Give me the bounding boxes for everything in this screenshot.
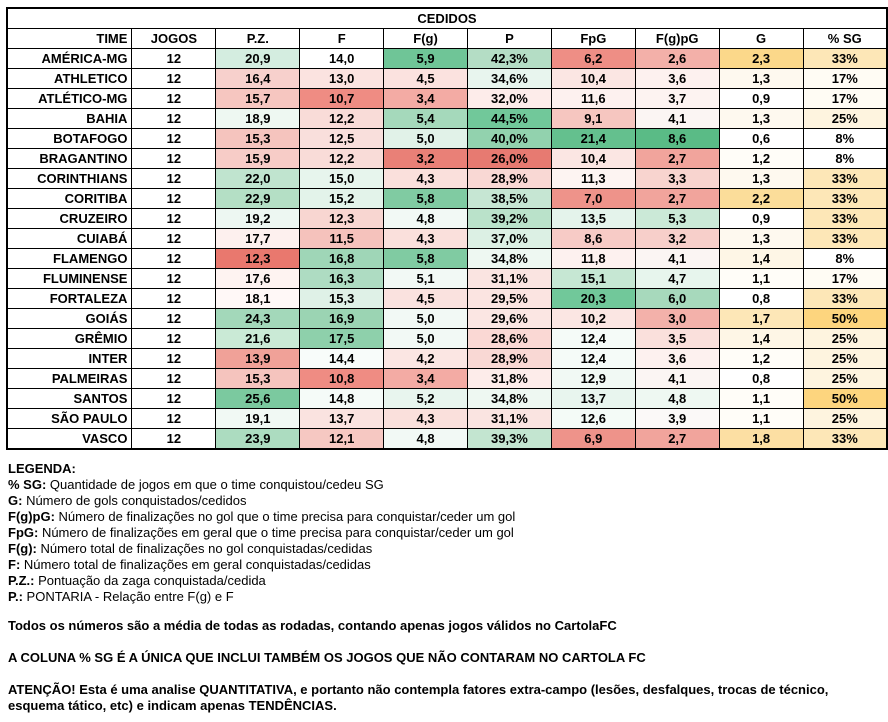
stat-cell: 25%	[803, 369, 887, 389]
stat-cell: 17,7	[216, 229, 300, 249]
stat-cell: 19,2	[216, 209, 300, 229]
legend-item	[8, 557, 884, 573]
legend-text: Número de finalizações em geral que o time precisa para conquistar/ceder um gol	[38, 525, 514, 540]
legend-key: G:	[8, 493, 23, 508]
stat-cell: 14,0	[300, 49, 384, 69]
stat-cell: 12	[132, 269, 216, 289]
stat-cell: 29,5%	[467, 289, 551, 309]
stat-cell: 3,0	[635, 309, 719, 329]
stat-cell: 1,3	[719, 229, 803, 249]
stat-cell: 1,1	[719, 409, 803, 429]
stat-cell: 33%	[803, 49, 887, 69]
stat-cell: 10,8	[300, 369, 384, 389]
stat-cell: 12,2	[300, 109, 384, 129]
stat-cell: 4,5	[384, 69, 468, 89]
stat-cell: 13,7	[551, 389, 635, 409]
table-row	[7, 69, 887, 89]
team-name-cell: PALMEIRAS	[7, 369, 132, 389]
stat-cell: 34,6%	[467, 69, 551, 89]
stat-cell: 5,3	[635, 209, 719, 229]
stat-cell: 5,0	[384, 129, 468, 149]
stat-cell: 42,3%	[467, 49, 551, 69]
team-name-cell: ATHLETICO	[7, 69, 132, 89]
legend-item	[8, 477, 884, 493]
stat-cell: 50%	[803, 389, 887, 409]
stat-cell: 3,5	[635, 329, 719, 349]
stat-cell: 11,8	[551, 249, 635, 269]
stat-cell: 1,1	[719, 269, 803, 289]
table-row	[7, 169, 887, 189]
team-name-cell: BRAGANTINO	[7, 149, 132, 169]
table-row	[7, 49, 887, 69]
column-header: % SG	[803, 29, 887, 49]
stat-cell: 10,7	[300, 89, 384, 109]
stat-cell: 8,6	[551, 229, 635, 249]
stat-cell: 33%	[803, 189, 887, 209]
legend-item	[8, 573, 884, 589]
stat-cell: 4,1	[635, 369, 719, 389]
stat-cell: 4,3	[384, 229, 468, 249]
column-header: FpG	[551, 29, 635, 49]
stat-cell: 12	[132, 109, 216, 129]
stat-cell: 5,8	[384, 249, 468, 269]
stat-cell: 15,1	[551, 269, 635, 289]
legend-item	[8, 525, 884, 541]
stat-cell: 1,3	[719, 109, 803, 129]
team-name-cell: ATLÉTICO-MG	[7, 89, 132, 109]
stat-cell: 16,9	[300, 309, 384, 329]
stat-cell: 23,9	[216, 429, 300, 450]
stat-cell: 13,9	[216, 349, 300, 369]
legend-key: F:	[8, 557, 21, 572]
header-row	[7, 29, 887, 49]
legend-key: % SG:	[8, 477, 47, 492]
team-name-cell: GOIÁS	[7, 309, 132, 329]
stat-cell: 8,6	[635, 129, 719, 149]
table-row	[7, 229, 887, 249]
table-row	[7, 429, 887, 450]
stat-cell: 3,6	[635, 69, 719, 89]
stat-cell: 25,6	[216, 389, 300, 409]
stat-cell: 1,2	[719, 349, 803, 369]
table-body	[7, 49, 887, 450]
stat-cell: 4,8	[384, 209, 468, 229]
stat-cell: 11,3	[551, 169, 635, 189]
legend-text: Pontuação da zaga conquistada/cedida	[34, 573, 266, 588]
table-row	[7, 389, 887, 409]
legend-item	[8, 493, 884, 509]
stat-cell: 17%	[803, 69, 887, 89]
legend-key: F(g):	[8, 541, 37, 556]
stat-cell: 0,9	[719, 89, 803, 109]
legend-text: Número de finalizações no gol que o time precisa para conquistar/ceder um gol	[54, 509, 516, 524]
column-header: P	[467, 29, 551, 49]
legend-text: Número total de finalizações no gol conquistadas/cedidas	[36, 541, 373, 556]
stat-cell: 33%	[803, 429, 887, 450]
stat-cell: 2,7	[635, 429, 719, 450]
stat-cell: 25%	[803, 329, 887, 349]
stat-cell: 3,6	[635, 349, 719, 369]
stat-cell: 12,1	[300, 429, 384, 450]
legend-text: PONTARIA - Relação entre F(g) e F	[22, 589, 234, 604]
stat-cell: 1,8	[719, 429, 803, 450]
stat-cell: 1,7	[719, 309, 803, 329]
column-header: F(g)pG	[635, 29, 719, 49]
note-sg-column: A COLUNA % SG É A ÚNICA QUE INCLUI TAMBÉM OS JOGOS QUE NÃO CONTARAM NO CARTOLA FC	[8, 650, 646, 665]
legend-text: Quantidade de jogos em que o time conquistou/cedeu SG	[46, 477, 384, 492]
stat-cell: 17,5	[300, 329, 384, 349]
stat-cell: 16,4	[216, 69, 300, 89]
stat-cell: 15,2	[300, 189, 384, 209]
stat-cell: 19,1	[216, 409, 300, 429]
stat-cell: 11,6	[551, 89, 635, 109]
stat-cell: 24,3	[216, 309, 300, 329]
stat-cell: 18,9	[216, 109, 300, 129]
table-row	[7, 89, 887, 109]
column-header: P.Z.	[216, 29, 300, 49]
table-row	[7, 109, 887, 129]
team-name-cell: CORINTHIANS	[7, 169, 132, 189]
stat-cell: 2,3	[719, 49, 803, 69]
stat-cell: 21,6	[216, 329, 300, 349]
stat-cell: 3,2	[635, 229, 719, 249]
stat-cell: 4,3	[384, 409, 468, 429]
legend-text: Número total de finalizações em geral conquistadas/cedidas	[20, 557, 371, 572]
stat-cell: 14,4	[300, 349, 384, 369]
stat-cell: 12	[132, 209, 216, 229]
stat-cell: 5,8	[384, 189, 468, 209]
column-header: F	[300, 29, 384, 49]
stat-cell: 12	[132, 329, 216, 349]
stat-cell: 33%	[803, 209, 887, 229]
team-name-cell: CRUZEIRO	[7, 209, 132, 229]
stat-cell: 31,8%	[467, 369, 551, 389]
stat-cell: 8%	[803, 149, 887, 169]
stat-cell: 25%	[803, 409, 887, 429]
stat-cell: 38,5%	[467, 189, 551, 209]
stat-cell: 1,3	[719, 169, 803, 189]
table-row	[7, 209, 887, 229]
table-row	[7, 189, 887, 209]
stat-cell: 1,3	[719, 69, 803, 89]
stat-cell: 33%	[803, 289, 887, 309]
stat-cell: 3,3	[635, 169, 719, 189]
stat-cell: 40,0%	[467, 129, 551, 149]
stat-cell: 4,3	[384, 169, 468, 189]
table-row	[7, 129, 887, 149]
table-row	[7, 269, 887, 289]
legend-item	[8, 541, 884, 557]
stat-cell: 1,1	[719, 389, 803, 409]
team-name-cell: GRÊMIO	[7, 329, 132, 349]
team-name-cell: BAHIA	[7, 109, 132, 129]
stat-cell: 8%	[803, 129, 887, 149]
table-row	[7, 329, 887, 349]
stat-cell: 2,6	[635, 49, 719, 69]
stat-cell: 1,4	[719, 329, 803, 349]
stat-cell: 1,4	[719, 249, 803, 269]
stat-cell: 4,8	[635, 389, 719, 409]
stat-cell: 17%	[803, 89, 887, 109]
stat-cell: 28,9%	[467, 169, 551, 189]
stat-cell: 18,1	[216, 289, 300, 309]
stat-cell: 4,5	[384, 289, 468, 309]
stat-cell: 25%	[803, 109, 887, 129]
stat-cell: 3,4	[384, 89, 468, 109]
stat-cell: 4,1	[635, 249, 719, 269]
stat-cell: 2,7	[635, 149, 719, 169]
legend	[8, 461, 884, 714]
cedidos-table	[6, 7, 888, 450]
team-name-cell: CORITIBA	[7, 189, 132, 209]
stat-cell: 0,6	[719, 129, 803, 149]
stat-cell: 13,5	[551, 209, 635, 229]
stat-cell: 44,5%	[467, 109, 551, 129]
stat-cell: 4,8	[384, 429, 468, 450]
column-header: TIME	[7, 29, 132, 49]
stat-cell: 5,4	[384, 109, 468, 129]
note-averages: Todos os números são a média de todas as rodadas, contando apenas jogos válidos no CartolaFC	[8, 618, 617, 633]
stat-cell: 29,6%	[467, 309, 551, 329]
table-row	[7, 289, 887, 309]
stat-cell: 8%	[803, 249, 887, 269]
stat-cell: 10,4	[551, 69, 635, 89]
column-header: G	[719, 29, 803, 49]
stat-cell: 4,1	[635, 109, 719, 129]
stat-cell: 12	[132, 89, 216, 109]
stat-cell: 34,8%	[467, 249, 551, 269]
stat-cell: 21,4	[551, 129, 635, 149]
legend-items	[8, 477, 884, 605]
stat-cell: 15,0	[300, 169, 384, 189]
stat-cell: 12	[132, 289, 216, 309]
team-name-cell: VASCO	[7, 429, 132, 450]
stat-cell: 11,5	[300, 229, 384, 249]
stat-cell: 17%	[803, 269, 887, 289]
table-title: CEDIDOS	[7, 8, 887, 29]
stat-cell: 12,6	[551, 409, 635, 429]
stat-cell: 0,9	[719, 209, 803, 229]
stat-cell: 15,9	[216, 149, 300, 169]
stat-cell: 31,1%	[467, 269, 551, 289]
legend-text: Número de gols conquistados/cedidos	[22, 493, 247, 508]
legend-title: LEGENDA:	[8, 461, 76, 476]
stat-cell: 12	[132, 129, 216, 149]
stat-cell: 6,2	[551, 49, 635, 69]
stat-cell: 7,0	[551, 189, 635, 209]
stat-cell: 12	[132, 309, 216, 329]
team-name-cell: SÃO PAULO	[7, 409, 132, 429]
stat-cell: 13,7	[300, 409, 384, 429]
stat-cell: 17,6	[216, 269, 300, 289]
stat-cell: 0,8	[719, 289, 803, 309]
stat-cell: 13,0	[300, 69, 384, 89]
stat-cell: 22,0	[216, 169, 300, 189]
team-name-cell: FLUMINENSE	[7, 269, 132, 289]
stat-cell: 3,2	[384, 149, 468, 169]
stat-cell: 20,9	[216, 49, 300, 69]
table-row	[7, 309, 887, 329]
table-row	[7, 349, 887, 369]
stat-cell: 12	[132, 409, 216, 429]
stat-cell: 12	[132, 429, 216, 450]
team-name-cell: CUIABÁ	[7, 229, 132, 249]
team-name-cell: BOTAFOGO	[7, 129, 132, 149]
stat-cell: 12,4	[551, 329, 635, 349]
stat-cell: 2,7	[635, 189, 719, 209]
stat-cell: 20,3	[551, 289, 635, 309]
stat-cell: 12	[132, 69, 216, 89]
stat-cell: 37,0%	[467, 229, 551, 249]
legend-key: F(g)pG:	[8, 509, 55, 524]
table-row	[7, 369, 887, 389]
stat-cell: 15,3	[216, 129, 300, 149]
stat-cell: 3,4	[384, 369, 468, 389]
stat-cell: 12,3	[300, 209, 384, 229]
stat-cell: 32,0%	[467, 89, 551, 109]
legend-key: P.:	[8, 589, 23, 604]
stat-cell: 12,4	[551, 349, 635, 369]
stat-cell: 0,8	[719, 369, 803, 389]
stat-cell: 28,9%	[467, 349, 551, 369]
stat-cell: 12	[132, 149, 216, 169]
stat-cell: 10,2	[551, 309, 635, 329]
stat-cell: 6,0	[635, 289, 719, 309]
stat-cell: 3,9	[635, 409, 719, 429]
stat-cell: 4,2	[384, 349, 468, 369]
stat-cell: 16,3	[300, 269, 384, 289]
stat-cell: 33%	[803, 169, 887, 189]
stat-cell: 4,7	[635, 269, 719, 289]
stat-cell: 26,0%	[467, 149, 551, 169]
stat-cell: 28,6%	[467, 329, 551, 349]
stat-cell: 12	[132, 169, 216, 189]
stat-cell: 3,7	[635, 89, 719, 109]
legend-item	[8, 589, 884, 605]
team-name-cell: SANTOS	[7, 389, 132, 409]
stat-cell: 33%	[803, 229, 887, 249]
table-row	[7, 149, 887, 169]
legend-item	[8, 509, 884, 525]
note-attention: ATENÇÃO! Esta é uma analise QUANTITATIVA, e portanto não contempla fatores extra-campo (lesões, desfalques, trocas de técnico, esquema tático, etc) e indicam apenas TENDÊNCIAS.	[8, 682, 829, 713]
table-row	[7, 249, 887, 269]
stat-cell: 12,5	[300, 129, 384, 149]
table-row	[7, 409, 887, 429]
stat-cell: 12,3	[216, 249, 300, 269]
stat-cell: 50%	[803, 309, 887, 329]
stat-cell: 39,3%	[467, 429, 551, 450]
stat-cell: 12,9	[551, 369, 635, 389]
stat-cell: 5,0	[384, 329, 468, 349]
stat-cell: 5,1	[384, 269, 468, 289]
stat-cell: 34,8%	[467, 389, 551, 409]
stat-cell: 12	[132, 349, 216, 369]
stat-cell: 16,8	[300, 249, 384, 269]
stat-cell: 9,1	[551, 109, 635, 129]
legend-key: P.Z.:	[8, 573, 35, 588]
stat-cell: 2,2	[719, 189, 803, 209]
team-name-cell: INTER	[7, 349, 132, 369]
column-header: JOGOS	[132, 29, 216, 49]
stat-cell: 25%	[803, 349, 887, 369]
stat-cell: 12	[132, 389, 216, 409]
stat-cell: 5,9	[384, 49, 468, 69]
stat-cell: 14,8	[300, 389, 384, 409]
stat-cell: 22,9	[216, 189, 300, 209]
stat-cell: 12	[132, 369, 216, 389]
stat-cell: 12,2	[300, 149, 384, 169]
team-name-cell: FLAMENGO	[7, 249, 132, 269]
stat-cell: 6,9	[551, 429, 635, 450]
legend-key: FpG:	[8, 525, 39, 540]
stat-cell: 12	[132, 189, 216, 209]
stat-cell: 1,2	[719, 149, 803, 169]
stat-cell: 31,1%	[467, 409, 551, 429]
stat-cell: 39,2%	[467, 209, 551, 229]
team-name-cell: FORTALEZA	[7, 289, 132, 309]
stat-cell: 15,7	[216, 89, 300, 109]
stat-cell: 12	[132, 49, 216, 69]
stat-cell: 10,4	[551, 149, 635, 169]
stat-cell: 15,3	[300, 289, 384, 309]
stat-cell: 12	[132, 229, 216, 249]
stat-cell: 15,3	[216, 369, 300, 389]
column-header: F(g)	[384, 29, 468, 49]
stat-cell: 5,0	[384, 309, 468, 329]
stat-cell: 5,2	[384, 389, 468, 409]
team-name-cell: AMÉRICA-MG	[7, 49, 132, 69]
stat-cell: 12	[132, 249, 216, 269]
